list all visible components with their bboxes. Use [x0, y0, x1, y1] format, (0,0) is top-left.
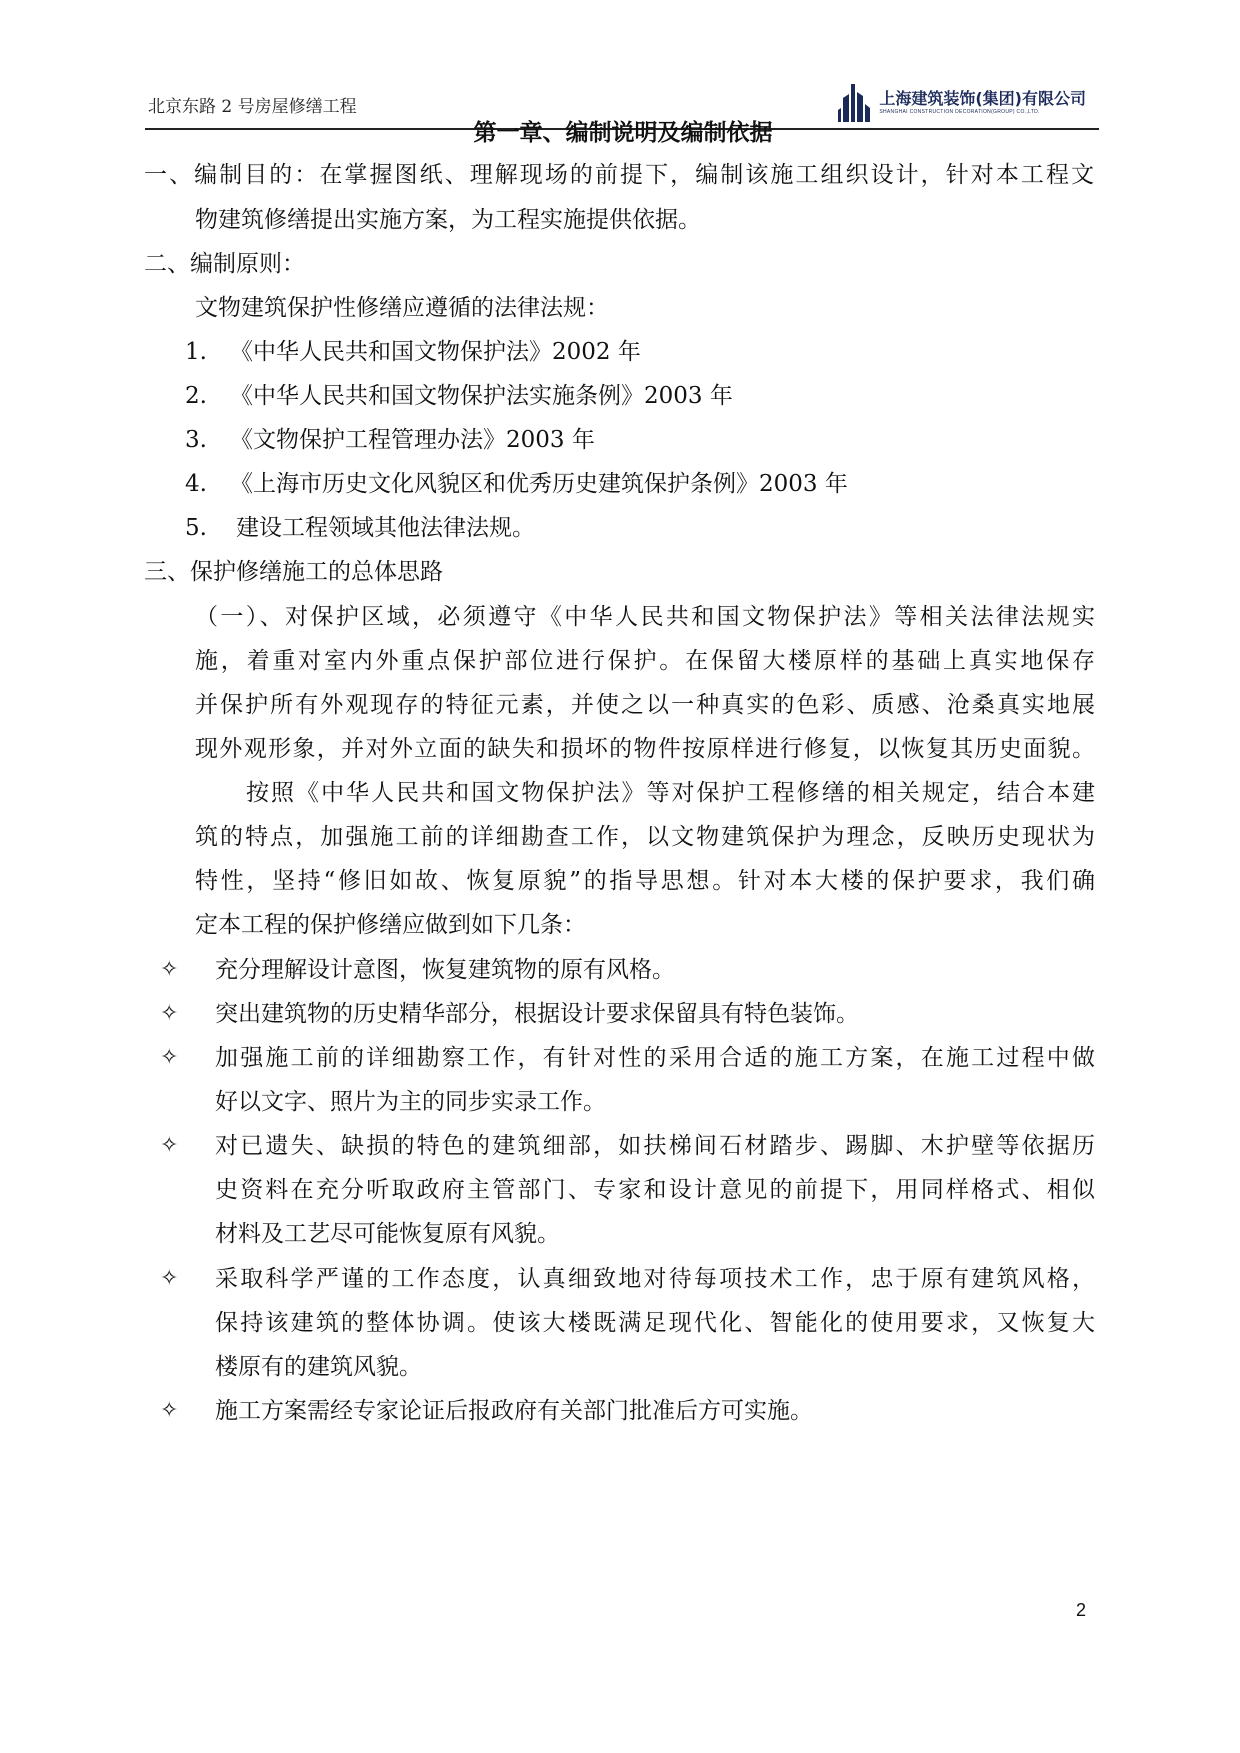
section3-para2-line1: 按照《中华人民共和国文物保护法》等对保护工程修缮的相关规定，结合本建 [246, 780, 1095, 806]
law-item-2: 《中华人民共和国文物保护法实施条例》2003 年 [230, 383, 733, 409]
logo-company-name-en: SHANGHAI CONSTRUCTION DECORATION(GROUP) CO.,LTD. [879, 109, 1040, 115]
bullet-2-line1: 突出建筑物的历史精华部分，根据设计要求保留具有特色装饰。 [215, 1001, 859, 1027]
bullet-4-line3: 材料及工艺尽可能恢复原有风貌。 [215, 1221, 560, 1247]
section1-line2: 物建筑修缮提出实施方案，为工程实施提供依据。 [195, 207, 701, 233]
bullet-4-line2: 史资料在充分听取政府主管部门、专家和设计意见的前提下，用同样格式、相似 [215, 1177, 1095, 1203]
law-item-4-number: 4. [185, 471, 207, 497]
section3-para2-line3: 特性，坚持“修旧如故、恢复原貌”的指导思想。针对本大楼的保护要求，我们确 [195, 868, 1095, 894]
section2-intro: 文物建筑保护性修缮应遵循的法律法规： [195, 295, 609, 321]
diamond-bullet-icon: ✧ [160, 1045, 179, 1070]
logo-company-name: 上海建筑装饰(集团)有限公司 [879, 89, 1086, 108]
section3-para1-line2: 施，着重对室内外重点保护部位进行保护。在保留大楼原样的基础上真实地保存 [195, 648, 1095, 674]
section3-para2-line2: 筑的特点，加强施工前的详细勘查工作，以文物建筑保护为理念，反映历史现状为 [195, 824, 1095, 850]
bullet-3-line2: 好以文字、照片为主的同步实录工作。 [215, 1089, 606, 1115]
law-item-4: 《上海市历史文化风貌区和优秀历史建筑保护条例》2003 年 [230, 471, 848, 497]
section3-para1-line4: 现外观形象，并对外立面的缺失和损坏的物件按原样进行修复，以恢复其历史面貌。 [195, 736, 1095, 762]
bullet-6-line1: 施工方案需经专家论证后报政府有关部门批准后方可实施。 [215, 1398, 813, 1424]
diamond-bullet-icon: ✧ [160, 1133, 179, 1158]
section3-para2-line4: 定本工程的保护修缮应做到如下几条： [195, 912, 586, 938]
bullet-4-line1: 对已遗失、缺损的特色的建筑细部，如扶梯间石材踏步、踢脚、木护壁等依据历 [215, 1133, 1095, 1159]
law-item-2-number: 2. [185, 383, 207, 409]
section3-para1-line1: （一）、对保护区域，必须遵守《中华人民共和国文物保护法》等相关法律法规实 [195, 604, 1095, 630]
diamond-bullet-icon: ✧ [160, 957, 179, 982]
header-title: 北京东路 2 号房屋修缮工程 [148, 97, 357, 117]
bullet-5-line1: 采取科学严谨的工作态度，认真细致地对待每项技术工作，忠于原有建筑风格， [215, 1266, 1095, 1292]
law-item-3-number: 3. [185, 427, 207, 453]
chapter-title: 第一章、编制说明及编制依据 [473, 120, 773, 146]
bullet-5-line3: 楼原有的建筑风貌。 [215, 1354, 422, 1380]
bullet-3-line1: 加强施工前的详细勘察工作，有针对性的采用合适的施工方案，在施工过程中做 [215, 1045, 1095, 1071]
section1-line1: 一、编制目的：在掌握图纸、理解现场的前提下，编制该施工组织设计，针对本工程文 [144, 162, 1094, 188]
bullet-1-line1: 充分理解设计意图，恢复建筑物的原有风格。 [215, 957, 675, 983]
page-number: 2 [1076, 1600, 1087, 1620]
section3-heading: 三、保护修缮施工的总体思路 [144, 559, 443, 585]
diamond-bullet-icon: ✧ [160, 1266, 179, 1291]
law-item-1: 《中华人民共和国文物保护法》2002 年 [230, 339, 641, 365]
law-item-5-number: 5. [185, 515, 207, 541]
diamond-bullet-icon: ✧ [160, 1398, 179, 1423]
law-item-5: 建设工程领域其他法律法规。 [236, 515, 535, 541]
diamond-bullet-icon: ✧ [160, 1001, 179, 1026]
law-item-3: 《文物保护工程管理办法》2003 年 [230, 427, 595, 453]
law-item-1-number: 1. [185, 339, 207, 365]
section2-heading: 二、编制原则： [144, 251, 305, 277]
section3-para1-line3: 并保护所有外观现存的特征元素，并使之以一种真实的色彩、质感、沧桑真实地展 [195, 692, 1095, 718]
building-logo-icon [837, 82, 873, 124]
bullet-5-line2: 保持该建筑的整体协调。使该大楼既满足现代化、智能化的使用要求，又恢复大 [215, 1310, 1095, 1336]
